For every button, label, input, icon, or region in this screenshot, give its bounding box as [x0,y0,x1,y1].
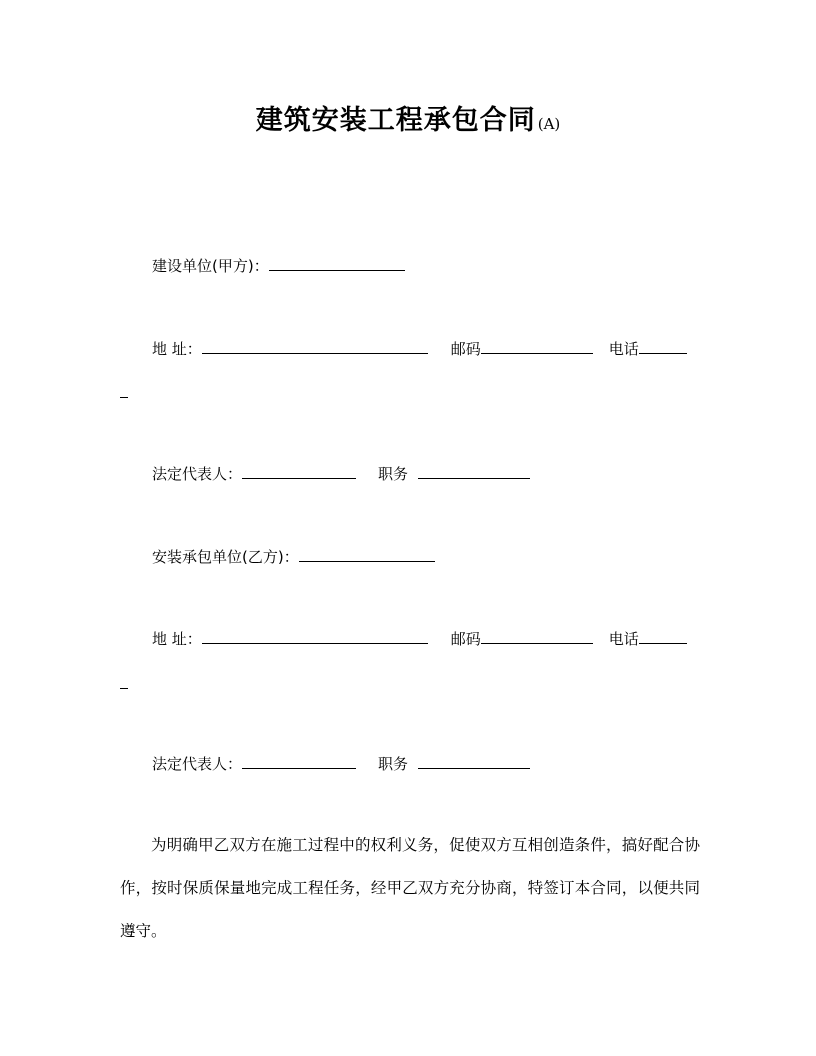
preamble-paragraph: 为明确甲乙双方在施工过程中的权利义务，促使双方互相创造条件，搞好配合协作，按时保质保量地完成工程任务，经甲乙双方充分协商，特签订本合同，以便共同遵守。 [120,836,700,940]
party-b-phone-blank[interactable] [639,629,687,644]
document-title [0,98,816,137]
party-b-position-label: 职务 [378,755,409,773]
party-a-phone-blank-continuation [120,397,128,398]
party-b-address-label: 地 址： [152,630,202,648]
party-a-address-label: 地 址： [152,340,202,358]
title-suffix: (A) [537,115,561,133]
party-b-phone-blank-continuation [120,688,128,689]
party-a-representative-blank[interactable] [242,464,356,479]
party-b-postcode-blank[interactable] [481,629,593,644]
party-a-address-blank[interactable] [202,339,428,354]
party-a-phone-label: 电话 [608,340,639,358]
party-a-postcode-label: 邮码 [450,340,481,358]
title-main: 建筑安装工程承包合同 [255,105,536,136]
party-a-unit-label: 建设单位(甲方)： [152,257,269,275]
party-b-representative-label: 法定代表人： [152,755,243,773]
party-a-position-blank[interactable] [418,464,530,479]
party-b-unit-label: 安装承包单位(乙方)： [152,548,299,566]
party-b-address-blank[interactable] [202,629,428,644]
party-b-representative-row [152,754,530,774]
party-a-postcode-blank[interactable] [481,339,593,354]
party-b-representative-blank[interactable] [242,754,356,769]
party-a-unit-row [152,256,405,276]
party-b-postcode-label: 邮码 [450,630,481,648]
party-b-unit-row [152,547,435,567]
party-a-position-label: 职务 [378,465,409,483]
party-b-unit-blank[interactable] [299,547,435,562]
party-a-representative-label: 法定代表人： [152,465,243,483]
party-a-unit-blank[interactable] [269,256,405,271]
party-a-representative-row [152,464,530,484]
party-a-phone-blank[interactable] [639,339,687,354]
party-b-phone-label: 电话 [608,630,639,648]
party-b-position-blank[interactable] [418,754,530,769]
party-a-address-row [152,339,687,359]
party-b-address-row [152,629,687,649]
